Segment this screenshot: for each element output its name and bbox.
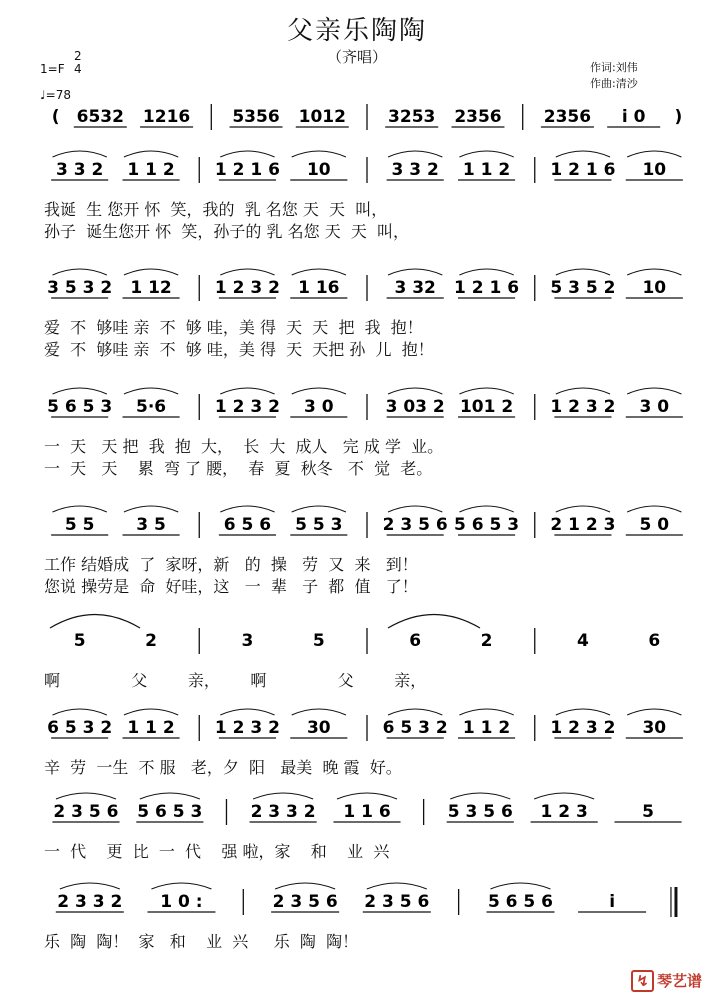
slur xyxy=(337,793,397,799)
slur xyxy=(53,388,107,394)
lyric-line: 我诞 生 您开 怀 笑，我的 乳 名您 天 天 叫， xyxy=(44,200,388,219)
slur xyxy=(292,269,346,275)
slur xyxy=(450,793,510,799)
note-group: 1 2 3 xyxy=(540,802,588,822)
note-group: 2 3 3 2 xyxy=(250,802,316,822)
note-group: i 0 xyxy=(621,107,646,127)
note-group: 5 6 5 3 xyxy=(137,802,203,822)
note-group: 3 3 2 xyxy=(391,160,439,180)
note-group: 1 2 3 2 xyxy=(214,278,280,298)
slur xyxy=(459,269,513,275)
note-group: 6 5 3 2 xyxy=(382,718,448,738)
note-group: 2356 xyxy=(543,107,592,127)
long-slur xyxy=(50,615,140,629)
lyric-line: 一 天 天 把 我 抱 大， 长 大 成人 完 成 学 业。 xyxy=(44,437,444,456)
note-group: 10 xyxy=(642,160,667,180)
slur xyxy=(53,269,107,275)
note-group: 5 0 xyxy=(639,515,670,535)
note-group: 3 0 xyxy=(304,397,334,417)
lyricist: 作词:刘伟 xyxy=(590,61,638,74)
note-group: 2 1 2 3 xyxy=(550,515,616,535)
note-group: 5 xyxy=(642,802,654,822)
slur xyxy=(534,793,594,799)
slur xyxy=(459,388,513,394)
slur xyxy=(367,883,427,889)
song-subtitle: （齐唱） xyxy=(326,48,387,66)
slur xyxy=(556,709,610,715)
site-logo xyxy=(631,970,702,991)
slur xyxy=(292,506,346,512)
note-group: 1 2 3 2 xyxy=(550,718,616,738)
note-group: 6 xyxy=(409,631,422,651)
slur xyxy=(388,269,442,275)
slur xyxy=(627,269,681,275)
note-group: 1 2 3 2 xyxy=(550,397,616,417)
note-group: 6 xyxy=(648,631,661,651)
note-group: 6 5 6 xyxy=(223,515,272,535)
slur xyxy=(627,388,681,394)
note-group: 1012 xyxy=(298,107,346,127)
note-group: 10 xyxy=(306,160,331,180)
slur xyxy=(556,388,610,394)
slur xyxy=(556,151,610,157)
note-group: 1 1 2 xyxy=(127,718,175,738)
note-group: 5 3 5 6 xyxy=(447,802,513,822)
slur xyxy=(388,151,442,157)
note-group: 3 0 xyxy=(639,397,670,417)
note-group: 1 2 3 2 xyxy=(214,718,280,738)
slur xyxy=(60,883,120,889)
note-group: 5 6 5 3 xyxy=(47,397,113,417)
logo-text: 琴艺谱 xyxy=(656,972,702,990)
note-group: 5 6 5 6 xyxy=(487,892,554,912)
note-group: 2 3 3 2 xyxy=(57,892,123,912)
slur xyxy=(275,883,335,889)
lyric-line: 爱 不 够哇 亲 不 够 哇，美 得 天 天把 孙 儿 抱！ xyxy=(44,340,434,359)
note-group: 1216 xyxy=(142,107,191,127)
slur xyxy=(556,269,610,275)
logo-icon: ↯ xyxy=(631,970,654,992)
note-group: 2 3 5 6 xyxy=(53,802,119,822)
note-group: 6 5 3 2 xyxy=(47,718,113,738)
quarter-note-icon: ♩ xyxy=(40,88,46,102)
slur xyxy=(627,506,681,512)
note-group: 3 xyxy=(241,631,254,651)
note-group: 1 16 xyxy=(298,278,340,298)
note-group: 1 1 2 xyxy=(462,160,511,180)
slur xyxy=(220,709,274,715)
time-top: 2 xyxy=(74,49,82,63)
lyric-line: 一 天 天 累 弯 了 腰， 春 夏 秋冬 不 觉 老。 xyxy=(44,459,433,478)
slur xyxy=(56,793,116,799)
slur xyxy=(53,151,107,157)
note-group: 1 12 xyxy=(130,278,172,298)
slur xyxy=(490,883,550,889)
note-group: 101 2 xyxy=(459,397,514,417)
time-bottom: 4 xyxy=(74,62,82,76)
note-group: 2 3 5 6 xyxy=(382,515,448,535)
slur xyxy=(220,506,274,512)
note-group: i xyxy=(609,892,616,912)
note-group: 2356 xyxy=(454,107,502,127)
long-slur xyxy=(388,615,480,629)
note-group: 3 03 2 xyxy=(385,397,445,417)
slur xyxy=(627,709,681,715)
note-group: 2 xyxy=(145,631,157,651)
lyric-line: 孙子 诞生您开 怀 笑，孙子的 乳 名您 天 天 叫， xyxy=(44,222,410,241)
note-group: 5 6 5 3 xyxy=(454,515,520,535)
slur xyxy=(627,151,681,157)
slur xyxy=(140,793,200,799)
slur xyxy=(220,269,274,275)
note-group: ) xyxy=(674,107,683,127)
slur xyxy=(220,151,274,157)
slur xyxy=(459,709,513,715)
note-group: 1 1 2 xyxy=(127,160,175,180)
note-group: 3 5 3 2 xyxy=(47,278,113,298)
note-group: 6532 xyxy=(76,107,124,127)
lyric-line: 工作 结婚成 了 家呀，新 的 操 劳 又 来 到！ xyxy=(44,555,418,574)
slur xyxy=(292,388,346,394)
note-group: 30 xyxy=(642,718,667,738)
slur xyxy=(388,506,442,512)
slur xyxy=(459,506,513,512)
note-group: 1 2 1 6 xyxy=(454,278,520,298)
key-signature: 1=F xyxy=(40,62,65,76)
note-group: 3253 xyxy=(388,107,436,127)
slur xyxy=(151,883,211,889)
note-group: 4 xyxy=(577,631,589,651)
lyric-line: 您说 操劳是 命 好哇，这 一 辈 子 都 值 了！ xyxy=(44,577,418,596)
note-group: 1 1 2 xyxy=(462,718,511,738)
slur xyxy=(53,709,107,715)
note-group: 5 xyxy=(312,631,325,651)
note-group: 10 xyxy=(642,278,667,298)
note-group: ( xyxy=(51,107,60,127)
note-group: 2 3 5 6 xyxy=(272,892,338,912)
note-group: 5 5 xyxy=(64,515,95,535)
note-group: 2 3 5 6 xyxy=(364,892,430,912)
composer: 作曲:清沙 xyxy=(590,77,638,90)
song-title: 父亲乐陶陶 xyxy=(286,16,427,46)
note-group: 3 3 2 xyxy=(56,160,104,180)
lyric-line: 爱 不 够哇 亲 不 够 哇，美 得 天 天 把 我 抱！ xyxy=(44,318,423,337)
slur xyxy=(124,709,178,715)
lyric-line: 辛 劳 一生 不 服 老，夕 阳 最美 晚 霞 好。 xyxy=(44,758,402,777)
slur xyxy=(388,709,442,715)
slur xyxy=(124,151,178,157)
note-group: 1 1 6 xyxy=(343,802,391,822)
slur xyxy=(220,388,274,394)
slur xyxy=(253,793,313,799)
lyric-line: 啊 父 亲， 啊 父 亲， xyxy=(44,671,427,690)
note-group: 30 xyxy=(306,718,331,738)
slur xyxy=(292,709,346,715)
note-group: 5 3 5 2 xyxy=(550,278,616,298)
tempo-value: =78 xyxy=(45,88,71,102)
note-group: 1 0 : xyxy=(160,892,203,912)
note-group: 5 5 3 xyxy=(295,515,343,535)
note-group: 3 32 xyxy=(394,278,436,298)
note-group: 1 2 1 6 xyxy=(214,160,280,180)
slur xyxy=(292,151,346,157)
note-group: 5·6 xyxy=(136,397,167,417)
note-group: 5356 xyxy=(232,107,280,127)
lyric-line: 一 代 更 比 一 代 强 啦，家 和 业 兴 xyxy=(44,842,390,861)
slur xyxy=(124,506,178,512)
note-group: 5 xyxy=(73,631,86,651)
note-group: 3 5 xyxy=(136,515,166,535)
slur xyxy=(124,388,178,394)
note-group: 1 2 1 6 xyxy=(550,160,616,180)
slur xyxy=(124,269,178,275)
lyric-line: 乐 陶 陶！ 家 和 业 兴 乐 陶 陶！ xyxy=(44,932,359,951)
slur xyxy=(388,388,442,394)
note-group: 2 xyxy=(480,631,493,651)
slur xyxy=(556,506,610,512)
slur xyxy=(53,506,107,512)
slur xyxy=(459,151,513,157)
note-group: 1 2 3 2 xyxy=(214,397,280,417)
